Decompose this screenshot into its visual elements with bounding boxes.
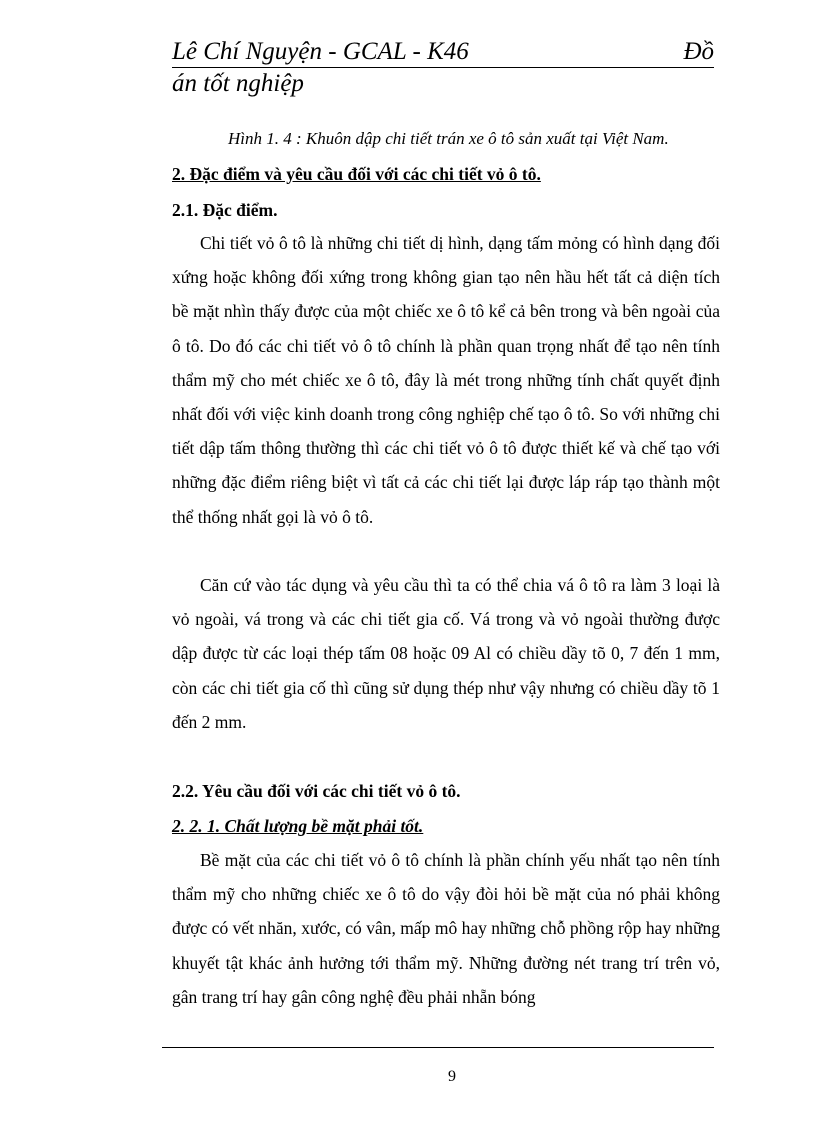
header-title-start: Đồ — [683, 38, 714, 65]
header-line — [172, 36, 714, 68]
page-number: 9 — [448, 1068, 456, 1085]
section-heading-2-2-1: 2. 2. 1. Chất lượng bề mặt phải tốt. — [172, 816, 424, 836]
page-header — [172, 36, 714, 99]
header-author: Lê Chí Nguyện - GCAL - K46 — [172, 38, 469, 65]
paragraph-surface-quality: Bề mặt của các chi tiết vỏ ô tô chính là phần chính yếu nhất tạo nên tính thẩm mỹ cho những chiếc xe ô tô do vậy đòi hỏi bề mặt của nó phải không được có vết nhăn, xước, có vân, mấp mô hay những chỗ phồng rộp hay những khuyết tật khác ảnh hưởng tới thẩm mỹ. Những đường nét trang trí trên vỏ, gân trang trí hay gân công nghệ đều phải nhẵn bóng — [172, 850, 720, 1007]
section-heading-2-1: 2.1. Đặc điểm. — [172, 200, 278, 220]
footer-rule — [162, 1047, 714, 1048]
section-heading-2-2: 2.2. Yêu cầu đối với các chi tiết vỏ ô tô. — [172, 781, 461, 801]
figure-caption: Hình 1. 4 : Khuôn dập chi tiết trán xe ô tô sản xuất tại Việt Nam. — [228, 129, 669, 148]
paragraph-classification: Căn cứ vào tác dụng và yêu cầu thì ta có thể chia vá ô tô ra làm 3 loại là vỏ ngoài, vá trong và các chi tiết gia cố. Vá trong và vỏ ngoài thường được dập được từ các loại thép tấm 08 hoặc 09 Al có chiều dầy tõ 0, 7 đến 1 mm, còn các chi tiết gia cố thì cũng sử dụng thép như vậy nhưng có chiều dầy tõ 1 đến 2 mm. — [172, 575, 720, 732]
paragraph-characteristics: Chi tiết vỏ ô tô là những chi tiết dị hình, dạng tấm mỏng có hình dạng đối xứng hoặc không đối xứng trong không gian tạo nên hầu hết tất cả diện tích bề mặt nhìn thấy được của một chiếc xe ô tô kể cả bên trong và bên ngoài của ô tô. Do đó các chi tiết vỏ ô tô chính là phần quan trọng nhất để tạo nên tính thẩm mỹ cho mét chiếc xe ô tô, đây là mét trong những tính chất quyết định nhất đối với việc kinh doanh trong công nghiệp chế tạo ô tô. So với những chi tiết dập tấm thông thường thì các chi tiết vỏ ô tô được thiết kế và chế tạo với những đặc điểm riêng biệt vì tất cả các chi tiết lại được láp ráp tạo thành một thể thống nhất gọi là vỏ ô tô. — [172, 233, 720, 527]
header-title-end: án tốt nghiệp — [172, 70, 304, 97]
section-heading-2: 2. Đặc điểm và yêu cầu đối với các chi tiết vỏ ô tô. — [172, 164, 541, 184]
